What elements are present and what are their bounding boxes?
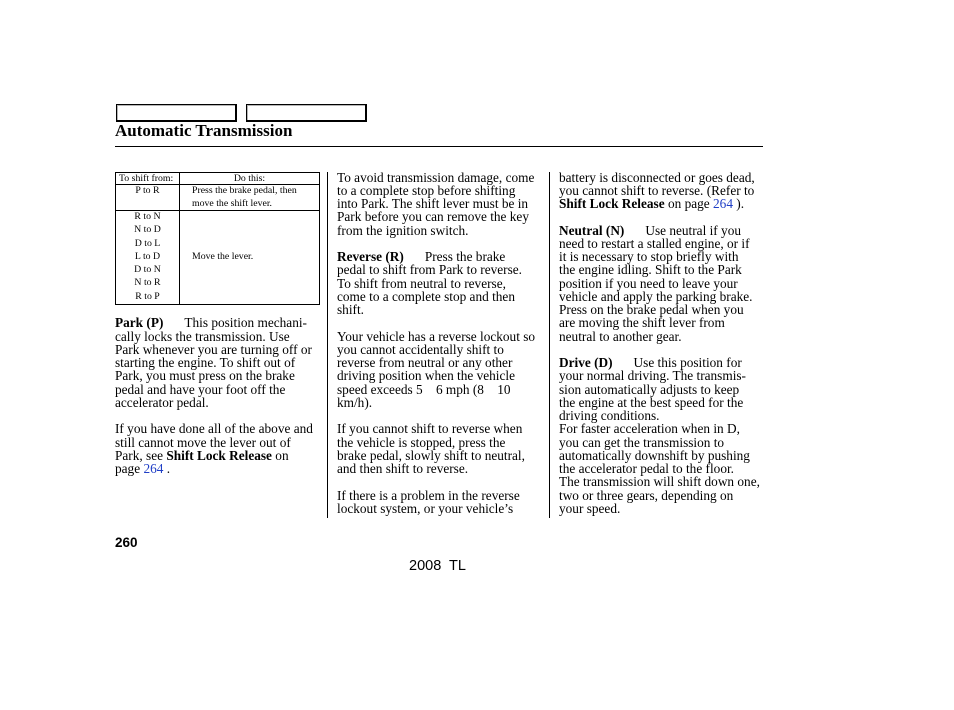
faster-acceleration-paragraph xyxy=(559,422,765,515)
text-line xyxy=(115,383,321,396)
text-run: reverse from neutral or any other xyxy=(337,355,513,370)
text-line xyxy=(337,250,543,263)
text-run: shift. xyxy=(337,302,364,317)
text-run: two or three gears, depending on xyxy=(559,487,734,503)
page-reference-link[interactable]: 264 xyxy=(143,461,164,476)
text-run: you cannot accidentally shift to xyxy=(337,341,504,357)
table-cell-line: move the shift lever. xyxy=(192,198,272,210)
text-column-left xyxy=(115,316,321,475)
text-run: on xyxy=(271,447,289,463)
text-run: neutral to another gear. xyxy=(559,328,682,344)
text-line xyxy=(559,409,765,422)
text-line xyxy=(559,422,765,435)
text-line xyxy=(559,369,765,382)
text-line xyxy=(559,263,765,276)
text-line xyxy=(337,343,543,356)
text-run: driving position when the vehicle xyxy=(337,368,515,384)
text-line xyxy=(337,356,543,369)
text-run: Park, see xyxy=(115,447,167,463)
text-line xyxy=(337,277,543,290)
text-line xyxy=(559,502,765,515)
text-line xyxy=(559,184,765,197)
table-cell-line: N to R xyxy=(134,277,161,289)
text-line xyxy=(337,263,543,276)
text-line xyxy=(559,356,765,369)
table-header-action: Do this: xyxy=(180,173,319,185)
text-line xyxy=(559,250,765,263)
drive-position-paragraph xyxy=(559,356,765,422)
title-rule xyxy=(115,146,763,147)
text-run: km/h). xyxy=(337,394,373,410)
text-run: To shift from neutral to reverse, xyxy=(337,275,506,291)
lockout-problem-paragraph xyxy=(337,489,543,516)
reverse-lockout-paragraph xyxy=(337,330,543,410)
text-line xyxy=(559,396,765,409)
text-line xyxy=(337,210,543,223)
page-reference-link[interactable]: 264 xyxy=(713,196,733,211)
text-line xyxy=(115,356,321,369)
text-run: accelerator pedal. xyxy=(115,394,209,410)
nav-button-right[interactable] xyxy=(246,104,367,122)
text-line xyxy=(115,396,321,409)
bold-term: Shift Lock Release xyxy=(559,196,665,211)
text-line xyxy=(559,383,765,396)
text-line xyxy=(337,396,543,409)
table-cell-line: D to N xyxy=(134,264,161,275)
table-cell-line: R to P xyxy=(135,290,160,302)
text-run: it is necessary to stop briefly with xyxy=(559,249,739,264)
text-run: battery is disconnected or goes dead, xyxy=(559,169,755,185)
text-column-middle xyxy=(337,171,543,516)
text-line xyxy=(559,224,765,237)
text-run: position if you need to leave your xyxy=(559,275,738,291)
text-run: sion automatically adjusts to keep xyxy=(559,381,740,397)
text-line xyxy=(337,436,543,449)
shift-lock-release-note xyxy=(115,422,321,475)
text-run: pedal to shift from Park to reverse. xyxy=(337,262,522,278)
text-line xyxy=(337,330,543,343)
text-line xyxy=(115,449,321,462)
text-line xyxy=(559,303,765,316)
text-line xyxy=(337,303,543,316)
text-line xyxy=(337,369,543,382)
park-position-paragraph xyxy=(115,316,321,409)
table-cell-line: L to D xyxy=(134,250,161,262)
text-run: If there is a problem in the reverse xyxy=(337,487,520,503)
text-run: are moving the shift lever from xyxy=(559,315,725,331)
text-run: page xyxy=(115,461,144,476)
text-run: your speed. xyxy=(559,500,621,516)
text-line xyxy=(115,462,321,475)
position-heading: Reverse (R) xyxy=(337,249,404,264)
text-run: still cannot move the lever out of xyxy=(115,434,291,450)
text-line xyxy=(337,502,543,515)
shift-table xyxy=(115,172,320,305)
neutral-position-paragraph xyxy=(559,224,765,343)
text-run: into Park. The shift lever must be in xyxy=(337,196,529,211)
position-heading: Park (P) xyxy=(115,315,164,331)
column-divider xyxy=(327,172,328,518)
text-line xyxy=(559,449,765,462)
avoid-damage-paragraph xyxy=(337,171,543,237)
text-line xyxy=(115,330,321,343)
text-run: the accelerator pedal to the floor. xyxy=(559,461,734,476)
text-line xyxy=(559,197,765,210)
text-line xyxy=(559,171,765,184)
text-run: to a complete stop before shifting xyxy=(337,182,516,198)
text-line xyxy=(115,343,321,356)
text-line xyxy=(337,449,543,462)
text-line xyxy=(115,436,321,449)
text-line xyxy=(337,422,543,435)
text-run: Park before you can remove the key xyxy=(337,209,529,225)
text-run: Use neutral if you xyxy=(645,222,741,238)
text-run: the vehicle is stopped, press the xyxy=(337,434,506,450)
text-run: Press the brake xyxy=(424,249,506,264)
text-line xyxy=(559,277,765,290)
text-line xyxy=(559,237,765,250)
text-run: you can get the transmission to xyxy=(559,434,725,450)
column-divider xyxy=(549,172,550,518)
text-run: The transmission will shift down one, xyxy=(559,474,760,490)
text-run: and then shift to reverse. xyxy=(337,461,469,476)
text-run: ). xyxy=(732,196,745,211)
table-cell-line: Press the brake pedal, then xyxy=(192,185,297,196)
text-line xyxy=(559,290,765,303)
text-run: on page xyxy=(664,196,714,211)
text-run: your normal driving. The transmis- xyxy=(559,368,746,384)
text-line xyxy=(115,422,321,435)
table-cell-line: P to R xyxy=(135,185,160,196)
table-cell-line: R to N xyxy=(134,211,161,222)
text-run: from the ignition switch. xyxy=(337,222,469,238)
text-run: This position mechani- xyxy=(184,315,307,331)
bold-term: Shift Lock Release xyxy=(166,447,272,463)
text-run: the engine idling. Shift to the Park xyxy=(559,262,742,278)
text-line xyxy=(337,290,543,303)
table-cell-from xyxy=(116,185,180,211)
page-title: Automatic Transmission xyxy=(115,121,293,140)
text-column-right xyxy=(559,171,765,516)
table-cell-action xyxy=(180,185,319,211)
text-run: driving conditions. xyxy=(559,408,660,423)
text-run: need to restart a stalled engine, or if xyxy=(559,235,750,251)
text-run: Park whenever you are turning off or xyxy=(115,341,312,357)
nav-button-left[interactable] xyxy=(116,104,237,122)
text-run: . xyxy=(163,461,171,476)
footer-model: 2008 TL xyxy=(409,558,466,574)
text-run: To avoid transmission damage, come xyxy=(337,169,535,185)
text-run: pedal and have your foot off the xyxy=(115,381,286,397)
text-run: If you have done all of the above and xyxy=(115,421,313,437)
text-run: the engine at the best speed for the xyxy=(559,394,744,410)
text-run: If you cannot shift to reverse when xyxy=(337,421,523,437)
position-heading: Drive (D) xyxy=(559,355,613,370)
text-run: automatically downshift by pushing xyxy=(559,447,750,463)
table-header-from: To shift from: xyxy=(116,173,180,185)
table-cell-from xyxy=(116,211,180,304)
text-run: speed exceeds 5 6 mph (8 10 xyxy=(337,381,511,397)
text-line xyxy=(559,489,765,502)
text-line xyxy=(559,330,765,343)
text-run: Park, you must press on the brake xyxy=(115,368,295,384)
text-run: Use this position for xyxy=(633,355,742,370)
battery-dead-paragraph xyxy=(559,171,765,211)
text-line xyxy=(337,224,543,237)
text-line xyxy=(559,475,765,488)
text-line xyxy=(337,489,543,502)
text-line xyxy=(559,436,765,449)
text-line xyxy=(337,171,543,184)
text-line xyxy=(337,197,543,210)
text-line xyxy=(115,316,321,329)
text-run: cally locks the transmission. Use xyxy=(115,328,290,344)
text-run: For faster acceleration when in D, xyxy=(559,421,740,437)
text-run: brake pedal, slowly shift to neutral, xyxy=(337,447,525,463)
table-cell-line: Move the lever. xyxy=(192,250,254,262)
table-cell-line: D to L xyxy=(134,237,161,249)
text-line xyxy=(337,462,543,475)
text-line xyxy=(559,316,765,329)
text-run: starting the engine. To shift out of xyxy=(115,355,296,370)
text-run: vehicle and apply the parking brake. xyxy=(559,288,753,304)
text-line xyxy=(115,369,321,382)
stopped-reverse-paragraph xyxy=(337,422,543,475)
text-run: Your vehicle has a reverse lockout so xyxy=(337,328,536,344)
table-cell-action xyxy=(180,211,319,304)
position-heading: Neutral (N) xyxy=(559,222,625,238)
text-run: you cannot shift to reverse. (Refer to xyxy=(559,182,755,198)
text-run: come to a complete stop and then xyxy=(337,288,515,304)
text-line xyxy=(559,462,765,475)
reverse-position-paragraph xyxy=(337,250,543,316)
table-cell-line: N to D xyxy=(134,224,161,236)
text-run: lockout system, or your vehicle’s xyxy=(337,500,514,516)
text-run: Press on the brake pedal when you xyxy=(559,302,744,317)
page-number: 260 xyxy=(115,535,138,550)
text-line xyxy=(337,383,543,396)
text-line xyxy=(337,184,543,197)
